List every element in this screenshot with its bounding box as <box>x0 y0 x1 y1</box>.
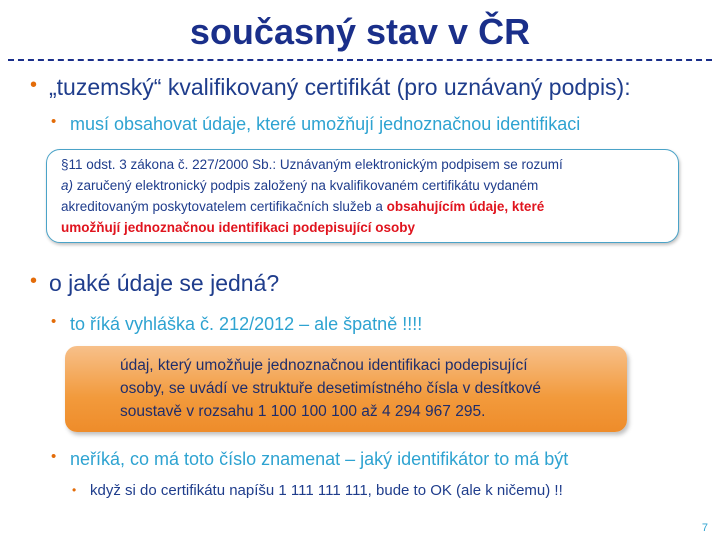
decree-quote-box <box>65 346 627 432</box>
law-highlight: obsahujícím údaje, které <box>386 199 545 214</box>
bullet-marker: • <box>51 113 57 130</box>
law-citation-box <box>46 149 679 243</box>
law-line-1: §11 odst. 3 zákona č. 227/2000 Sb.: Uznávaným elektronickým podpisem se rozumí <box>61 157 563 172</box>
law-highlight-line: umožňují jednoznačnou identifikaci podepisující osoby <box>61 220 416 235</box>
bullet-marker: • <box>51 313 57 330</box>
law-line-2 <box>61 175 668 196</box>
page-number: 7 <box>701 522 708 534</box>
bullet-marker: • <box>72 483 77 497</box>
slide-title: současný stav v ČR <box>189 11 531 52</box>
bullet-marker: • <box>30 74 38 96</box>
bullet-must-contain: musí obsahovat údaje, které umožňují jednoznačnou identifikaci <box>70 114 581 134</box>
decree-line-3: soustavě v rozsahu 1 100 100 100 až 4 294 967 295. <box>120 403 486 420</box>
law-line-3 <box>61 196 668 217</box>
decree-line-2: osoby, se uvádí ve struktuře desetimístného čísla v desítkové <box>120 380 542 397</box>
bullet-example: když si do certifikátu napíšu 1 111 111 111, bude to OK (ale k ničemu) !! <box>90 482 563 499</box>
bullet-marker: • <box>30 270 38 292</box>
decree-line-1: údaj, který umožňuje jednoznačnou identifikaci podepisující <box>120 357 528 374</box>
bullet-qualified-certificate: „tuzemský“ kvalifikovaný certifikát (pro uznávaný podpis): <box>49 74 631 100</box>
bullet-decree: to říká vyhláška č. 212/2012 – ale špatně !!!! <box>70 314 423 334</box>
law-line-3-text: akreditovaným poskytovatelem certifikačních služeb a <box>61 199 387 214</box>
bullet-no-meaning: neříká, co má toto číslo znamenat – jaký identifikátor to má být <box>70 449 569 469</box>
bullet-marker: • <box>51 448 57 465</box>
law-item-letter: a) <box>61 178 74 193</box>
law-line-2-text: zaručený elektronický podpis založený na kvalifikovaném certifikátu vydaném <box>73 178 539 193</box>
title-divider <box>8 59 712 61</box>
bullet-which-data: o jaké údaje se jedná? <box>49 270 280 296</box>
